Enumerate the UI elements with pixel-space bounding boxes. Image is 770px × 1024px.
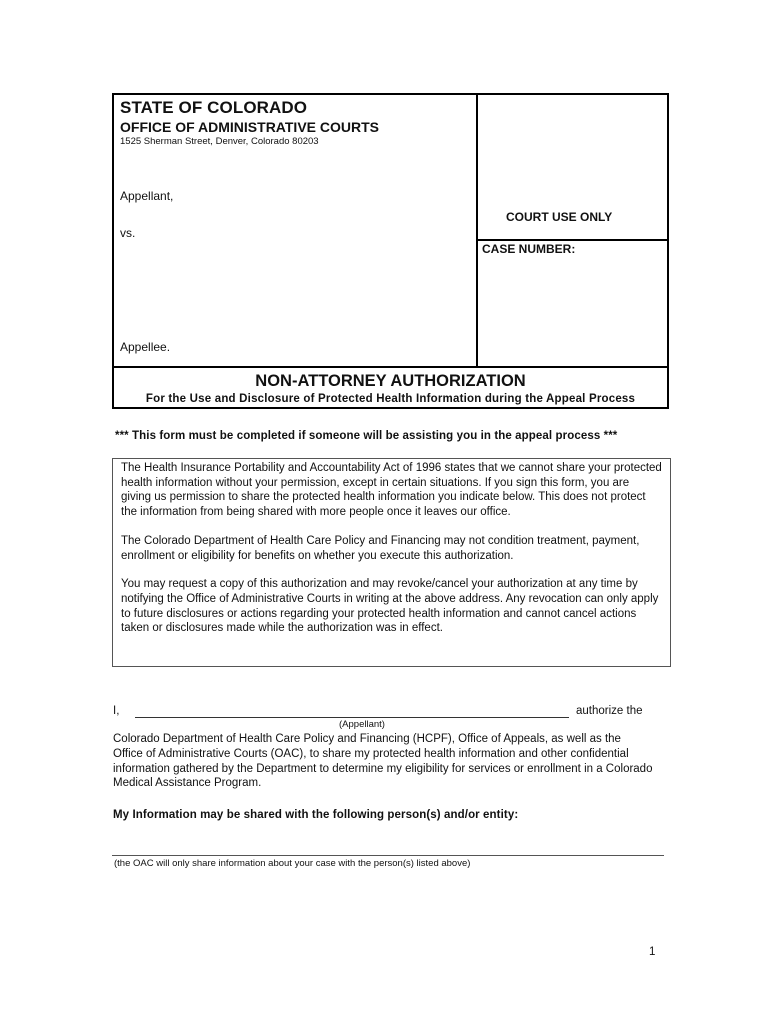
court-use-divider bbox=[477, 239, 669, 241]
i-label: I, bbox=[113, 705, 120, 717]
title-divider bbox=[114, 366, 667, 368]
hipaa-info-box bbox=[112, 458, 671, 667]
completion-notice: *** This form must be completed if someone will be assisting you in the appeal process *** bbox=[115, 430, 618, 442]
appellant-caption: (Appellant) bbox=[339, 719, 385, 730]
page-number: 1 bbox=[649, 946, 656, 958]
share-with-line[interactable] bbox=[112, 855, 664, 856]
state-heading: STATE OF COLORADO bbox=[120, 98, 308, 117]
info-paragraph-revoke: You may request a copy of this authorization and may revoke/cancel your authorization at any time by notifying the Office of Administrative Courts in writing at the above address. Any revocation can only apply to future disclosures or actions regarding your protected health information and cannot cancel actions taken or disclosures made while the authorization was in effect. bbox=[121, 578, 659, 635]
share-with-heading: My Information may be shared with the following person(s) and/or entity: bbox=[113, 809, 519, 821]
court-use-only bbox=[506, 209, 612, 224]
appellant-name-line[interactable] bbox=[135, 717, 569, 718]
vs-label: vs. bbox=[120, 226, 136, 240]
authorization-paragraph: Colorado Department of Health Care Policy and Financing (HCPF), Office of Appeals, as well as the Office of Administrative Courts (OAC), to share my protected health information and other confidential information gathered by the Department to determine my eligibility for services or enrollment in a Colorado Medical Assistance Program. bbox=[113, 733, 653, 790]
appellant-label: Appellant, bbox=[120, 189, 174, 203]
case-number-label: CASE NUMBER: bbox=[482, 242, 576, 256]
appellee-label: Appellee. bbox=[120, 340, 171, 354]
authorize-the-label: authorize the bbox=[576, 705, 643, 717]
share-with-note: (the OAC will only share information about your case with the person(s) listed above) bbox=[114, 858, 471, 869]
court-use-label: COURT USE ONLY bbox=[506, 210, 613, 224]
caption-divider bbox=[476, 95, 478, 367]
form-subtitle: For the Use and Disclosure of Protected Health Information during the Appeal Process bbox=[145, 393, 636, 405]
form-title: NON-ATTORNEY AUTHORIZATION bbox=[255, 372, 526, 390]
office-heading: OFFICE OF ADMINISTRATIVE COURTS bbox=[120, 119, 379, 135]
court-address: 1525 Sherman Street, Denver, Colorado 80203 bbox=[120, 136, 319, 147]
info-paragraph-condition: The Colorado Department of Health Care Policy and Financing may not condition treatment, payment, enrollment or eligibility for benefits on whether you execute this authorization. bbox=[121, 534, 640, 562]
caption-box bbox=[112, 93, 669, 409]
info-paragraph-hipaa: The Health Insurance Portability and Accountability Act of 1996 states that we cannot share your protected health information without your permission, except in certain situations. If you sign this form, you are giving us permission to share the protected health information you indicate below. This does not protect the information from being shared with more people once it leaves our office. bbox=[121, 462, 662, 519]
